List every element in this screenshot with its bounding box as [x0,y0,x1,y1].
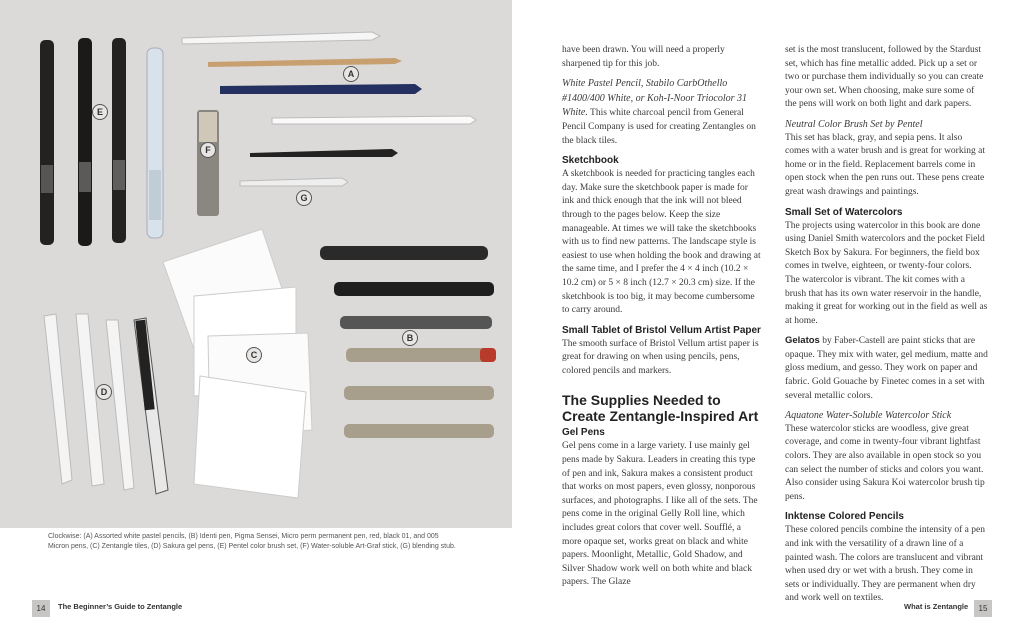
right-page-number: 15 [974,600,992,617]
label-b: B [402,330,418,346]
photo-caption: Clockwise: (A) Assorted white pastel pencils, (B) Identi pen, Pigma Sensei, Micro perm permanent pen, red, black 01, and 005 Micron pens, (C) Zentangle tiles, (D) Sakura gel pens, (E) Pentel color brush set, (F) Water-soluble Art-Graf stick, (G) blending stub. [48,533,456,550]
left-running-title: The Beginner’s Guide to Zentangle [58,602,183,611]
italic-heading: Neutral Color Brush Set by Pentel [785,118,923,130]
label-e: E [92,104,108,120]
italic-heading: Aquatone Water-Soluble Watercolor Stick [785,410,952,422]
right-running-title: What is Zentangle [904,602,969,611]
label-d: D [96,384,112,400]
paragraph: The smooth surface of Bristol Vellum artist paper is great for drawing on when using pencils, pens, colored pencils and markers. [562,338,759,376]
paragraph: These watercolor sticks are woodless, give great coverage, and come in twenty-four vibrant lightfast colors. They are also available in open stock so you can select the number of sticks and colors you want. Also consider using Sakura Koi watercolor brush tip pens. [785,423,985,502]
section-heading: Small Tablet of Bristol Vellum Artist Paper [562,324,761,336]
brush-pen-sepia [112,38,126,243]
paragraph: set is the most translucent, followed by the Stardust set, which has fine metallic added. Pick up a set or two or purchase them individually so you can create your own set. When choosing, make sure some of the pens will work on both light and dark papers. [785,45,984,110]
paragraph: Gel pens come in a large variety. I use mainly gel pens made by Sakura. Leaders in creating this type of pen and ink, Sakura makes a consistent product that works on most papers, even glossy, nonporous surfaces, and photographs. I like all of the sets. The pens come in the original Gelly Roll line, which includes great colors that cover well. Soufflé, a more opaque set, works great on black and white papers. Moonlight, Metallic, Gold Shadow, and Silver Shadow work well on both white and black papers. The Glaze [562,441,758,588]
label-f: F [200,142,216,158]
brush-pen-gray [78,38,92,246]
label-g: G [296,190,312,206]
paragraph [785,334,988,403]
text-column-1 [562,44,762,590]
gelatos-heading: Gelatos [785,335,820,347]
text-column-2 [785,44,988,606]
paragraph: The projects using watercolor in this book are done using Daniel Smith watercolors and the pocket Field Sketch Box by Sakura. For beginners, the field box comes in twelve, eighteen, or twenty-four colors. The watercolor is vibrant. The kit comes with a brush that has its own water reservoir in the handle, making it great for working out in the field as well as at home. [785,220,988,326]
paragraph: These colored pencils combine the intensity of a pen and ink with the versatility of a drawn line of a painted wash. The colors are translucent and vibrant when used dry or wet with a brush. They come in sets or individually. They are permanent when dry and work well on textiles. [785,525,985,604]
section-heading: Gel Pens [562,427,605,439]
zentangle-tiles [163,229,312,498]
section-heading: Small Set of Watercolors [785,206,903,218]
paragraph: This set has black, gray, and sepia pens. It also comes with a water brush and is great for working at home or in the field. Replacement barrels come in open stock when the pen runs out. These pens create great wash drawings and paintings. [785,132,985,197]
supplies-illustration [0,0,512,528]
gel-pens [44,314,168,494]
section-heading: Inktense Colored Pencils [785,511,904,523]
pastel-pencil-heading: White Pastel Pencil, Stabilo CarbOthello #1400/400 White, or Koh-I-Noor Triocolor 31 White. [562,78,748,119]
supplies-photo [0,0,512,528]
paragraph [562,77,762,148]
paragraph: A sketchbook is needed for practicing tangles each day. Make sure the sketchbook paper is made for ink and thick enough that the ink will not bleed through to the pages below. Keep the size manageable. At times we will take the sketchbooks with us to find new patterns. The landscape style is easiest to use when holding the book and drawing at the same time, and I prefer the 4 × 4 inch (10.2 × 10.2 cm) or 5 × 8 inch (12.7 × 20.3 cm) size. If the sketchbook is too big, it may become cumbersome to carry around. [562,169,761,316]
white-pastel-pencils [182,32,476,186]
pastel-pencil-text: This white charcoal pencil from General Pencil Company is used for creating Zentangles on the black tiles. [562,108,756,146]
label-a: A [343,66,359,82]
brush-pen-black [40,40,54,245]
brush-pens-group [40,38,163,246]
gelatos-text: by Faber-Castell are paint sticks that are opaque. They mix with water, gel medium, matte and gloss medium, and gesso. They work on paper and fabric. Gold Gouache by Finetec comes in a set with several metallic colors. [785,336,988,401]
chapter-heading: The Supplies Needed to Create Zentangle-Inspired Art [562,392,759,425]
paragraph: have been drawn. You will need a properly sharpened tip for this job. [562,45,725,69]
section-heading: Sketchbook [562,155,619,167]
label-c: C [246,347,262,363]
left-page-number: 14 [32,600,50,617]
